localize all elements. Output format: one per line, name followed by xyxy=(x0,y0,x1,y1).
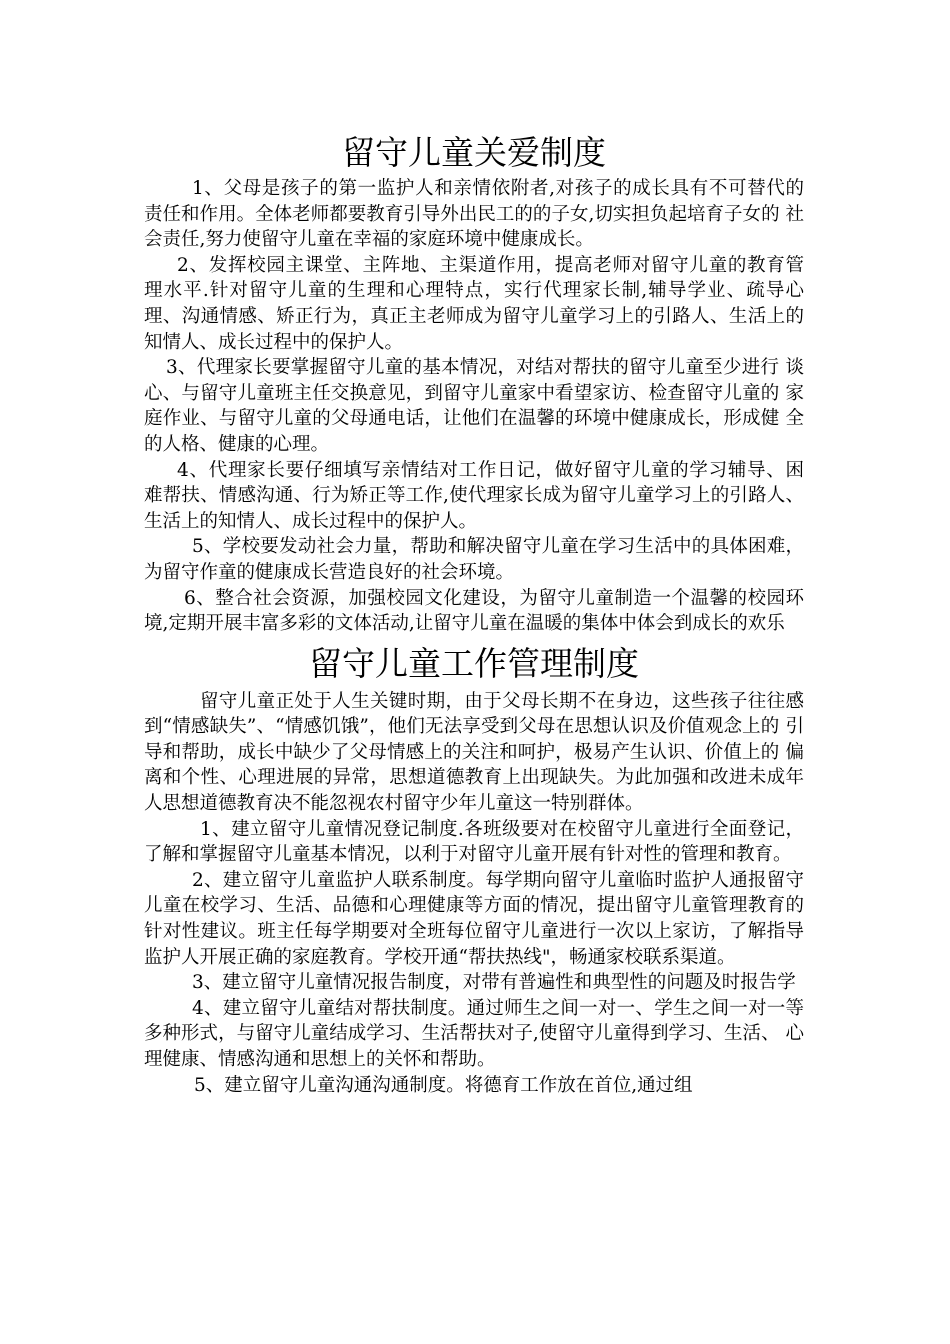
section1-paragraph-3: 3、代理家长要掌握留守儿童的基本情况，对结对帮扶的留守儿童至少进行 谈心、与留守儿童班主任交换意见，到留守儿童家中看望家访、检查留守儿童的 家庭作业、与留守儿童的父母通电话，让他们在温馨的环境中健康成长，形成健 全的人格、健康的心理。 xyxy=(144,357,804,455)
section2-paragraph-2: 2、建立留守儿童监护人联系制度。每学期向留守儿童临时监护人通报留守 儿童在校学习、生活、品德和心理健康等方面的情况，提出留守儿童管理教育的 针对性建议。班主任每学期要对全班每位留守儿童进行一次以上家访，了解指导 监护人开展正确的家庭教育。学校开通“帮扶热线"，畅通家校联系渠道。 xyxy=(144,869,804,968)
section1-title: 留守儿童关爱制度 xyxy=(342,133,606,172)
document-body xyxy=(144,128,804,1098)
section2-paragraph-4: 4、建立留守儿童结对帮扶制度。通过师生之间一对一、学生之间一对一等多种形式，与留守儿童结成学习、生活帮扶对子,使留守儿童得到学习、生活、 心理健康、情感沟通和思想上的关怀和帮助。 xyxy=(144,997,804,1070)
section1-paragraph-6: 6、整合社会资源，加强校园文化建设，为留守儿童制造一个温馨的校园环 境,定期开展丰富多彩的文体活动,让留守儿童在温暖的集体中体会到成长的欢乐 xyxy=(144,587,804,635)
section1-paragraph-2: 2、发挥校园主课堂、主阵地、主渠道作用，提高老师对留守儿童的教育管 理水平.针对留守儿童的生理和心理特点，实行代理家长制,辅导学业、疏导心 理、沟通情感、矫正行为，真正主老师成为留守儿童学习上的引路人、生活上的 知情人、成长过程中的保护人。 xyxy=(144,254,804,353)
section1-paragraph-4: 4、代理家长要仔细填写亲情结对工作日记，做好留守儿童的学习辅导、困 难帮扶、情感沟通、行为矫正等工作,使代理家长成为留守儿童学习上的引路人、 生活上的知情人、成长过程中的保护人。 xyxy=(144,459,804,532)
section2-paragraph-3: 3、建立留守儿童情况报告制度，对带有普遍性和典型性的问题及时报告学 xyxy=(192,972,796,994)
section2-paragraph-1: 1、建立留守儿童情况登记制度.各班级要对在校留守儿童进行全面登记， 了解和掌握留守儿童基本情况，以利于对留守儿童开展有针对性的管理和教育。 xyxy=(144,818,804,866)
section2-intro-paragraph: 留守儿童正处于人生关键时期，由于父母长期不在身边，这些孩子往往感 到“情感缺失”、“情感饥饿”，他们无法享受到父母在思想认识及价值观念上的 引导和帮助，成长中缺少了父母情感上的关注和呵护，极易产生认识、价值上的 偏离和个性、心理进展的异常，思想道德教育上出现缺失。为此加强和改进未成年人思想道德教育决不能忽视农村留守少年儿童这一特别群体。 xyxy=(144,690,804,815)
section1-paragraph-1: 1、父母是孩子的第一监护人和亲情依附者,对孩子的成长具有不可替代的 责任和作用。全体老师都要教育引导外出民工的的子女,切实担负起培育子女的 社会责任,努力使留守儿童在幸福的家庭环境中健康成长。 xyxy=(144,178,804,251)
section2-title: 留守儿童工作管理制度 xyxy=(309,643,639,683)
section1-paragraph-5: 5、学校要发动社会力量，帮助和解决留守儿童在学习生活中的具体困难， 为留守作童的健康成长营造良好的社会环境。 xyxy=(144,536,804,583)
section2-paragraph-5: 5、建立留守儿童沟通沟通制度。将德育工作放在首位,通过组 xyxy=(194,1074,693,1096)
